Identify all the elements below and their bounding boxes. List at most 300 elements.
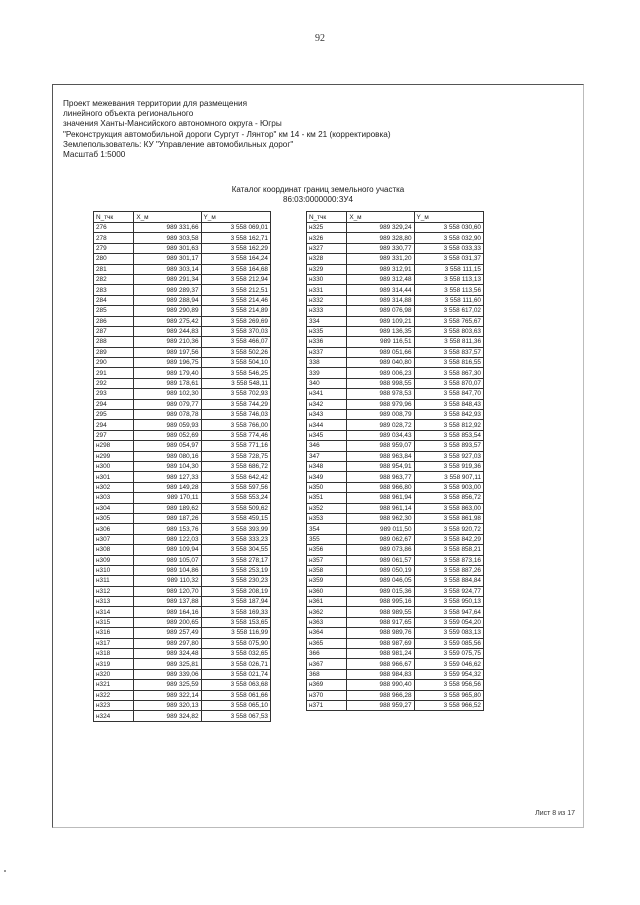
- point-number-cell: н321: [94, 680, 134, 690]
- x-coordinate-cell: 989 078,78: [134, 410, 201, 420]
- table-row: [94, 285, 271, 295]
- y-coordinate-cell: 3 559 085,56: [414, 638, 483, 648]
- table-row: [94, 264, 271, 274]
- table-row: [307, 659, 484, 669]
- point-number-cell: 291: [94, 368, 134, 378]
- table-row: [94, 524, 271, 534]
- point-number-cell: 285: [94, 306, 134, 316]
- point-number-cell: 287: [94, 326, 134, 336]
- y-coordinate-cell: 3 558 278,17: [201, 555, 270, 565]
- table-row: [94, 316, 271, 326]
- table-row: [307, 576, 484, 586]
- y-coordinate-cell: 3 558 853,54: [414, 430, 483, 440]
- y-coordinate-cell: 3 558 162,71: [201, 233, 270, 243]
- point-number-cell: 294: [94, 420, 134, 430]
- point-number-cell: н304: [94, 503, 134, 513]
- x-coordinate-cell: 989 289,37: [134, 285, 201, 295]
- table-row: [307, 628, 484, 638]
- table-row: [94, 223, 271, 233]
- x-coordinate-cell: 989 200,65: [134, 617, 201, 627]
- sheet-number: Лист 8 из 17: [535, 810, 575, 817]
- point-number-cell: 282: [94, 274, 134, 284]
- x-coordinate-cell: 989 330,77: [347, 243, 414, 253]
- y-coordinate-cell: 3 558 848,43: [414, 399, 483, 409]
- point-number-cell: н363: [307, 617, 347, 627]
- x-coordinate-cell: 989 109,94: [134, 545, 201, 555]
- y-coordinate-cell: 3 558 269,69: [201, 316, 270, 326]
- table-row: [307, 233, 484, 243]
- point-number-cell: 346: [307, 441, 347, 451]
- point-number-cell: 334: [307, 316, 347, 326]
- x-coordinate-cell: 989 052,69: [134, 430, 201, 440]
- point-number-cell: н362: [307, 607, 347, 617]
- x-coordinate-cell: 989 011,50: [347, 524, 414, 534]
- x-coordinate-cell: 989 028,72: [347, 420, 414, 430]
- x-coordinate-cell: 989 104,86: [134, 565, 201, 575]
- x-coordinate-cell: 988 989,76: [347, 628, 414, 638]
- table-row: [94, 576, 271, 586]
- x-coordinate-cell: 988 959,07: [347, 441, 414, 451]
- point-number-cell: н333: [307, 306, 347, 316]
- header-line: значения Ханты-Мансийского автономного округа - Югры: [63, 119, 282, 129]
- table-row: [307, 430, 484, 440]
- table-row: [307, 316, 484, 326]
- table-row: [307, 617, 484, 627]
- column-header-point: N_тчк: [94, 212, 134, 223]
- point-number-cell: н330: [307, 274, 347, 284]
- y-coordinate-cell: 3 558 887,26: [414, 565, 483, 575]
- point-number-cell: 294: [94, 399, 134, 409]
- x-coordinate-cell: 989 164,16: [134, 607, 201, 617]
- point-number-cell: н331: [307, 285, 347, 295]
- x-coordinate-cell: 989 073,86: [347, 545, 414, 555]
- y-coordinate-cell: 3 558 504,10: [201, 358, 270, 368]
- y-coordinate-cell: 3 558 861,98: [414, 513, 483, 523]
- table-row: [94, 700, 271, 710]
- table-row: [94, 607, 271, 617]
- x-coordinate-cell: 988 963,84: [347, 451, 414, 461]
- table-row: [94, 306, 271, 316]
- table-row: [307, 690, 484, 700]
- x-coordinate-cell: 988 979,96: [347, 399, 414, 409]
- table-row: [94, 565, 271, 575]
- x-coordinate-cell: 989 178,61: [134, 378, 201, 388]
- point-number-cell: 293: [94, 389, 134, 399]
- point-number-cell: н315: [94, 617, 134, 627]
- point-number-cell: 355: [307, 534, 347, 544]
- y-coordinate-cell: 3 558 169,33: [201, 607, 270, 617]
- y-coordinate-cell: 3 558 774,46: [201, 430, 270, 440]
- table-row: [307, 264, 484, 274]
- point-number-cell: н364: [307, 628, 347, 638]
- table-row: [307, 680, 484, 690]
- point-number-cell: н350: [307, 482, 347, 492]
- header-line: Проект межевания территории для размещения: [63, 99, 247, 108]
- column-header-point: N_тчк: [307, 212, 347, 223]
- y-coordinate-cell: 3 558 111,60: [414, 295, 483, 305]
- table-row: [94, 441, 271, 451]
- point-number-cell: н369: [307, 680, 347, 690]
- point-number-cell: н314: [94, 607, 134, 617]
- table-row: [94, 711, 271, 721]
- point-number-cell: н328: [307, 254, 347, 264]
- x-coordinate-cell: 989 210,36: [134, 337, 201, 347]
- column-header-y: Y_м: [201, 212, 270, 223]
- y-coordinate-cell: 3 558 061,66: [201, 690, 270, 700]
- table-row: [94, 461, 271, 471]
- x-coordinate-cell: 989 291,34: [134, 274, 201, 284]
- table-row: [94, 274, 271, 284]
- y-coordinate-cell: 3 558 063,68: [201, 680, 270, 690]
- point-number-cell: н311: [94, 576, 134, 586]
- y-coordinate-cell: 3 559 075,75: [414, 649, 483, 659]
- point-number-cell: н306: [94, 524, 134, 534]
- table-row: [307, 638, 484, 648]
- y-coordinate-cell: 3 558 873,16: [414, 555, 483, 565]
- point-number-cell: н305: [94, 513, 134, 523]
- point-number-cell: н325: [307, 223, 347, 233]
- table-row: [307, 441, 484, 451]
- table-row: [94, 649, 271, 659]
- x-coordinate-cell: 989 149,28: [134, 482, 201, 492]
- y-coordinate-cell: 3 558 208,19: [201, 586, 270, 596]
- x-coordinate-cell: 988 961,14: [347, 503, 414, 513]
- x-coordinate-cell: 989 275,42: [134, 316, 201, 326]
- x-coordinate-cell: 989 079,77: [134, 399, 201, 409]
- table-row: [94, 597, 271, 607]
- point-number-cell: н327: [307, 243, 347, 253]
- point-number-cell: н353: [307, 513, 347, 523]
- x-coordinate-cell: 989 006,23: [347, 368, 414, 378]
- x-coordinate-cell: 989 008,79: [347, 410, 414, 420]
- y-coordinate-cell: 3 558 919,36: [414, 461, 483, 471]
- table-row: [94, 617, 271, 627]
- x-coordinate-cell: 989 312,48: [347, 274, 414, 284]
- y-coordinate-cell: 3 558 466,07: [201, 337, 270, 347]
- x-coordinate-cell: 989 015,36: [347, 586, 414, 596]
- x-coordinate-cell: 989 104,30: [134, 461, 201, 471]
- table-row: [94, 420, 271, 430]
- y-coordinate-cell: 3 558 026,71: [201, 659, 270, 669]
- table-row: [307, 337, 484, 347]
- header-line: Землепользователь: КУ "Управление автомобильных дорог": [63, 139, 294, 149]
- table-row: [307, 254, 484, 264]
- x-coordinate-cell: 988 987,69: [347, 638, 414, 648]
- x-coordinate-cell: 989 325,81: [134, 659, 201, 669]
- table-row: [94, 680, 271, 690]
- y-coordinate-cell: 3 558 333,23: [201, 534, 270, 544]
- point-number-cell: н329: [307, 264, 347, 274]
- point-number-cell: н367: [307, 659, 347, 669]
- x-coordinate-cell: 989 136,35: [347, 326, 414, 336]
- point-number-cell: 281: [94, 264, 134, 274]
- table-row: [94, 659, 271, 669]
- y-coordinate-cell: 3 559 054,20: [414, 617, 483, 627]
- page-number: 92: [315, 33, 325, 44]
- table-row: [307, 503, 484, 513]
- table-row: [94, 295, 271, 305]
- x-coordinate-cell: 989 339,06: [134, 669, 201, 679]
- y-coordinate-cell: 3 558 744,29: [201, 399, 270, 409]
- point-number-cell: н317: [94, 638, 134, 648]
- point-number-cell: 292: [94, 378, 134, 388]
- point-number-cell: 347: [307, 451, 347, 461]
- table-row: [307, 420, 484, 430]
- x-coordinate-cell: 989 189,62: [134, 503, 201, 513]
- point-number-cell: н357: [307, 555, 347, 565]
- table-row: [307, 524, 484, 534]
- table-row: [307, 306, 484, 316]
- document-sheet: [52, 84, 584, 828]
- table-row: [307, 555, 484, 565]
- x-coordinate-cell: 989 122,03: [134, 534, 201, 544]
- y-coordinate-cell: 3 558 253,19: [201, 565, 270, 575]
- table-row: [94, 358, 271, 368]
- point-number-cell: н302: [94, 482, 134, 492]
- table-row: [307, 223, 484, 233]
- x-coordinate-cell: 989 320,13: [134, 700, 201, 710]
- point-number-cell: н370: [307, 690, 347, 700]
- point-number-cell: н303: [94, 493, 134, 503]
- point-number-cell: н349: [307, 472, 347, 482]
- y-coordinate-cell: 3 558 884,84: [414, 576, 483, 586]
- y-coordinate-cell: 3 558 947,64: [414, 607, 483, 617]
- y-coordinate-cell: 3 558 771,16: [201, 441, 270, 451]
- x-coordinate-cell: 989 050,19: [347, 565, 414, 575]
- point-number-cell: н313: [94, 597, 134, 607]
- y-coordinate-cell: 3 558 856,72: [414, 493, 483, 503]
- point-number-cell: 339: [307, 368, 347, 378]
- y-coordinate-cell: 3 558 597,56: [201, 482, 270, 492]
- table-row: [307, 565, 484, 575]
- point-number-cell: н335: [307, 326, 347, 336]
- table-row: [94, 243, 271, 253]
- table-header-row: [307, 212, 484, 223]
- table-row: [94, 690, 271, 700]
- x-coordinate-cell: 989 153,76: [134, 524, 201, 534]
- y-coordinate-cell: 3 558 965,80: [414, 690, 483, 700]
- y-coordinate-cell: 3 558 212,94: [201, 274, 270, 284]
- project-header: [63, 99, 573, 160]
- x-coordinate-cell: 989 257,49: [134, 628, 201, 638]
- x-coordinate-cell: 989 328,80: [347, 233, 414, 243]
- header-line: Масштаб 1:5000: [63, 150, 126, 160]
- y-coordinate-cell: 3 558 546,25: [201, 368, 270, 378]
- point-number-cell: н359: [307, 576, 347, 586]
- x-coordinate-cell: 988 998,55: [347, 378, 414, 388]
- table-row: [94, 513, 271, 523]
- y-coordinate-cell: 3 558 032,90: [414, 233, 483, 243]
- x-coordinate-cell: 989 290,89: [134, 306, 201, 316]
- y-coordinate-cell: 3 558 842,29: [414, 534, 483, 544]
- x-coordinate-cell: 989 110,32: [134, 576, 201, 586]
- x-coordinate-cell: 989 324,82: [134, 711, 201, 721]
- header-line: "Реконструкция автомобильной дороги Сургут - Лянтор" км 14 - км 21 (корректировка): [63, 129, 391, 139]
- table-row: [307, 399, 484, 409]
- point-number-cell: н323: [94, 700, 134, 710]
- x-coordinate-cell: 989 197,56: [134, 347, 201, 357]
- point-number-cell: 279: [94, 243, 134, 253]
- table-row: [94, 586, 271, 596]
- point-number-cell: н309: [94, 555, 134, 565]
- table-row: [307, 451, 484, 461]
- x-coordinate-cell: 989 329,24: [347, 223, 414, 233]
- point-number-cell: 338: [307, 358, 347, 368]
- y-coordinate-cell: 3 558 702,93: [201, 389, 270, 399]
- y-coordinate-cell: 3 558 812,92: [414, 420, 483, 430]
- point-number-cell: 276: [94, 223, 134, 233]
- y-coordinate-cell: 3 558 162,29: [201, 243, 270, 253]
- x-coordinate-cell: 989 102,30: [134, 389, 201, 399]
- point-number-cell: 290: [94, 358, 134, 368]
- point-number-cell: н348: [307, 461, 347, 471]
- y-coordinate-cell: 3 558 067,53: [201, 711, 270, 721]
- table-row: [307, 493, 484, 503]
- x-coordinate-cell: 989 061,57: [347, 555, 414, 565]
- y-coordinate-cell: 3 558 459,15: [201, 513, 270, 523]
- point-number-cell: н337: [307, 347, 347, 357]
- x-coordinate-cell: 988 990,40: [347, 680, 414, 690]
- point-number-cell: 288: [94, 337, 134, 347]
- y-coordinate-cell: 3 558 803,63: [414, 326, 483, 336]
- point-number-cell: н365: [307, 638, 347, 648]
- point-number-cell: 284: [94, 295, 134, 305]
- point-number-cell: н342: [307, 399, 347, 409]
- point-number-cell: н371: [307, 700, 347, 710]
- table-row: [307, 389, 484, 399]
- y-coordinate-cell: 3 558 728,75: [201, 451, 270, 461]
- point-number-cell: 280: [94, 254, 134, 264]
- table-row: [94, 326, 271, 336]
- table-row: [307, 326, 484, 336]
- x-coordinate-cell: 989 054,97: [134, 441, 201, 451]
- point-number-cell: н307: [94, 534, 134, 544]
- point-number-cell: н345: [307, 430, 347, 440]
- point-number-cell: 286: [94, 316, 134, 326]
- table-row: [94, 628, 271, 638]
- point-number-cell: 295: [94, 410, 134, 420]
- y-coordinate-cell: 3 558 069,01: [201, 223, 270, 233]
- catalog-title: Каталог координат границ земельного участка: [231, 185, 405, 194]
- table-row: [94, 545, 271, 555]
- x-coordinate-cell: 989 288,94: [134, 295, 201, 305]
- y-coordinate-cell: 3 558 116,99: [201, 628, 270, 638]
- x-coordinate-cell: 988 917,65: [347, 617, 414, 627]
- table-row: [307, 410, 484, 420]
- point-number-cell: 283: [94, 285, 134, 295]
- point-number-cell: н301: [94, 472, 134, 482]
- y-coordinate-cell: 3 558 164,68: [201, 264, 270, 274]
- y-coordinate-cell: 3 558 030,60: [414, 223, 483, 233]
- y-coordinate-cell: 3 558 230,23: [201, 576, 270, 586]
- y-coordinate-cell: 3 558 956,56: [414, 680, 483, 690]
- point-number-cell: 340: [307, 378, 347, 388]
- table-row: [307, 597, 484, 607]
- point-number-cell: н360: [307, 586, 347, 596]
- y-coordinate-cell: 3 558 032,65: [201, 649, 270, 659]
- point-number-cell: н341: [307, 389, 347, 399]
- point-number-cell: н326: [307, 233, 347, 243]
- point-number-cell: 366: [307, 649, 347, 659]
- table-row: [307, 358, 484, 368]
- y-coordinate-cell: 3 558 164,24: [201, 254, 270, 264]
- y-coordinate-cell: 3 558 746,03: [201, 410, 270, 420]
- table-row: [94, 482, 271, 492]
- point-number-cell: н351: [307, 493, 347, 503]
- y-coordinate-cell: 3 558 642,42: [201, 472, 270, 482]
- y-coordinate-cell: 3 558 907,11: [414, 472, 483, 482]
- x-coordinate-cell: 989 322,14: [134, 690, 201, 700]
- x-coordinate-cell: 988 962,30: [347, 513, 414, 523]
- x-coordinate-cell: 988 978,53: [347, 389, 414, 399]
- table-row: [307, 368, 484, 378]
- table-row: [307, 472, 484, 482]
- x-coordinate-cell: 988 963,77: [347, 472, 414, 482]
- point-number-cell: н318: [94, 649, 134, 659]
- table-row: [94, 254, 271, 264]
- x-coordinate-cell: 989 331,66: [134, 223, 201, 233]
- point-number-cell: н322: [94, 690, 134, 700]
- table-row: [94, 534, 271, 544]
- x-coordinate-cell: 989 080,16: [134, 451, 201, 461]
- y-coordinate-cell: 3 558 553,24: [201, 493, 270, 503]
- y-coordinate-cell: 3 558 811,36: [414, 337, 483, 347]
- header-line: линейного объекта регионального: [63, 109, 194, 119]
- point-number-cell: н308: [94, 545, 134, 555]
- x-coordinate-cell: 989 170,11: [134, 493, 201, 503]
- table-row: [307, 482, 484, 492]
- y-coordinate-cell: 3 558 837,57: [414, 347, 483, 357]
- table-row: [94, 337, 271, 347]
- point-number-cell: н336: [307, 337, 347, 347]
- table-row: [307, 461, 484, 471]
- point-number-cell: 289: [94, 347, 134, 357]
- y-coordinate-cell: 3 558 113,13: [414, 274, 483, 284]
- point-number-cell: н320: [94, 669, 134, 679]
- table-row: [94, 430, 271, 440]
- point-number-cell: н310: [94, 565, 134, 575]
- x-coordinate-cell: 989 179,40: [134, 368, 201, 378]
- point-number-cell: н361: [307, 597, 347, 607]
- x-coordinate-cell: 988 966,67: [347, 659, 414, 669]
- y-coordinate-cell: 3 558 920,72: [414, 524, 483, 534]
- table-row: [94, 399, 271, 409]
- point-number-cell: н352: [307, 503, 347, 513]
- point-number-cell: н312: [94, 586, 134, 596]
- y-coordinate-cell: 3 558 816,55: [414, 358, 483, 368]
- table-row: [307, 669, 484, 679]
- x-coordinate-cell: 988 995,16: [347, 597, 414, 607]
- table-row: [94, 410, 271, 420]
- point-number-cell: н299: [94, 451, 134, 461]
- y-coordinate-cell: 3 558 187,94: [201, 597, 270, 607]
- table-row: [307, 586, 484, 596]
- y-coordinate-cell: 3 558 111,15: [414, 264, 483, 274]
- x-coordinate-cell: 989 312,91: [347, 264, 414, 274]
- y-coordinate-cell: 3 558 847,70: [414, 389, 483, 399]
- x-coordinate-cell: 989 137,88: [134, 597, 201, 607]
- x-coordinate-cell: 989 331,20: [347, 254, 414, 264]
- y-coordinate-cell: 3 558 113,56: [414, 285, 483, 295]
- table-row: [307, 347, 484, 357]
- table-row: [307, 700, 484, 710]
- point-number-cell: н356: [307, 545, 347, 555]
- x-coordinate-cell: 988 966,28: [347, 690, 414, 700]
- x-coordinate-cell: 989 127,33: [134, 472, 201, 482]
- x-coordinate-cell: 989 109,21: [347, 316, 414, 326]
- y-coordinate-cell: 3 558 842,93: [414, 410, 483, 420]
- x-coordinate-cell: 988 959,27: [347, 700, 414, 710]
